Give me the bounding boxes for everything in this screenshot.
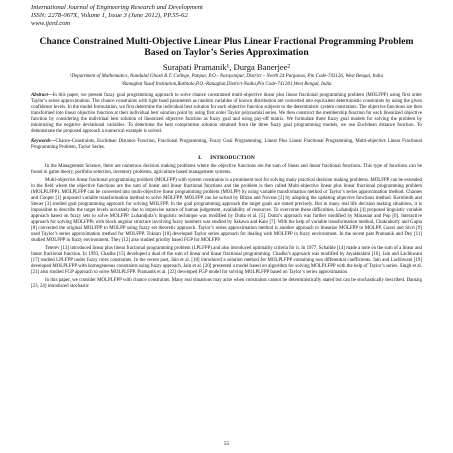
affiliation-1: ¹Department of Mathematics, Nandalal Ghosh B.T. College, Panpur, P.O.- Narayanpur, District – North 24 Parganas, Pin Code-743126, West Bengal, India xyxy=(69,74,384,79)
paragraph: Multi-objective linear fractional programming problem (MOLFPP) with system constraints is a prominent tool for solving many practical decision making problems. MOLFPP can be extended in the field where the objective functions are the sum of linear and linear fractional functions and the problem is then called Multi-objective linear plus linear fractional programming problem (MOLPLFPP). MOLPLFPP can be converted into multi-objective linear programming problem (MOLPP) by using variable transformation method or Taylor’s series approximation method. Charnes and Cooper [1] proposed variable transformation method to solve MOLFPP. MOLFPP can be solved by Bitran and Noveas [2] by adopting the updating objective functions method. Kornbluth and Steuer [3] studied goal programming approach for solving MOLFPP. In the goal programming approach the target goals are stated precisely. But in many real life decision making situations, it is impossible to describe the target levels accurately due to imprecise nature of human judgement, availability of resources. To overcome these difficulties, Luhandjula [4] proposed linguistic variable approach based on fuzzy sets to solve MOLFPP. Luhandjula’s linguistic technique was modified by Dutta et al. [5]. Dutta’s approach was further modified by Minasian and Pop [6]. Interactive approach for solving MOLFPPs with block angular structure involving fuzzy numbers was studied by Sakawa and Kato [7]. With the help of variable transformation method, Chakraborty and Gupta [8] converted the original MOLFPP to MOLPP using fuzzy set theoretic approach. Taylor’s series approximation method is another approach to linearize MOLFPP to MOLPP. Guzel and Sivri [9] used Taylor’s series approximation method for MOLFPP. Toksarı [10] developed Taylor series approach for dealing with MOLFPP in fuzzy environment. In the recent past Pramanik and Dey [11] studied MOLFPP in fuzzy environment. They [12] also studied priority based FGP for MOLFPP. xyxy=(31,178,422,244)
affiliation-2: ²Ranaghat Yusuf Institution,Rathtala,P.O.-Ranaghat,District-Nadia,Pin Code-741201,West Bengal, India xyxy=(121,82,332,88)
section-number: I. xyxy=(198,155,202,162)
keywords xyxy=(31,139,422,151)
abstract xyxy=(31,93,422,135)
section-heading-introduction xyxy=(31,155,422,162)
paragraph: In this paper, we consider MOLPLFPP with chance constraints. Many real situations may arise when constraints cannot be deterministically stated but can be stochastically described. Dantzig [23, 24] introduced stochastic xyxy=(31,278,422,290)
journal-header xyxy=(31,4,422,28)
abstract-text: In this paper, we present fuzzy goal programming approach to solve chance constrained multi-objective linear plus linear fractional programming problem (MOLFPP) using first order Taylor’s series approximation. The chance constraints with right hand parameters as random variables of known distribution are converted into equivalent deterministic constraints by using the given confidence levels. In the model formulation, we first determine the individual best solution for each objective function subjects to the deterministic system constraints. The objective functions are then transformed into linear objective function at their individual best solution point by using first order Taylor polynomial series. We then construct the membership function for each linearized objective function by considering the individual best solution of linearized objective function as fuzzy goal and using pay-off matrix. We formulate three fuzzy goal models for solving the problem by minimizing the negative deviational variables. To determine the best compromise solution obtained from the three fuzzy goal programming models, we use Euclidean distance function. To demonstrate the proposed approach a numerical example is solved. xyxy=(31,93,422,135)
journal-issn: ISSN: 2278-067X, Volume 1, Issue 3 (June 2012), PP.55-62 xyxy=(31,12,188,19)
paper-authors: Surapati Pramanik¹, Durga Banerjee² xyxy=(162,62,291,72)
paragraph: Teterev [13] introduced linear plus linear fractional programming problem (LPLFPP) and also introduced optimality criteria for it. In 1977, Schaible [14] made a note on the sum of a linear and linear fractional function. In 1993, Chadha [15] developed a dual of the sum of linear and linear fractional programming. Chadha’s approach was modified by Jayalakshmi [16]. Jain and Lachhwani [17] studied LPLFPP under fuzzy rules constraints. In the recent past, Jain et al. [18] introduced a solution method for MOLPLFPP containing non differential coefficients. Jain and Lachhwani [19] developed MOLPLFPP with homogeneous constraints using fuzzy approach. Jain et al. [20] presented a model based on algorithm for solving MOLPLFPP with the help of Taylor’s series. Singh et al. [21] also studied FGP approach to solve MOLPLFPP. Pramanik et al. [22] developed FGP model for solving MOLPLFPP based on Taylor’s series approximation. xyxy=(31,246,422,276)
section-title: INTRODUCTION xyxy=(210,155,255,162)
paragraph: In the Management Science, there are numerous decision making problems where the objective functions are the sum of linear and linear fractional functions. This type of functions can be found in game theory, portfolio selection, inventory problems, agriculture based management systems. xyxy=(31,164,422,176)
abstract-label: Abstract— xyxy=(31,93,53,99)
paper-title: Chance Constrained Multi-Objective Linear Plus Linear Fractional Programming Problem Based on Taylor’s Series Approximation xyxy=(39,36,414,58)
journal-website[interactable]: www.ijerd.com xyxy=(31,20,71,27)
page-number: 55 xyxy=(223,441,230,447)
keywords-text: Chance-Constraints, Euclidean Distance Function, Fractional Programming, Fuzzy Goal Programming, Linear Plus Linear Fractional Programming, Multi-objective Linear Fractional Programming Problem, Taylor Series. xyxy=(31,139,422,151)
keywords-label: Keywords— xyxy=(31,139,56,145)
journal-name: International Journal of Engineering Research and Development xyxy=(31,4,203,11)
